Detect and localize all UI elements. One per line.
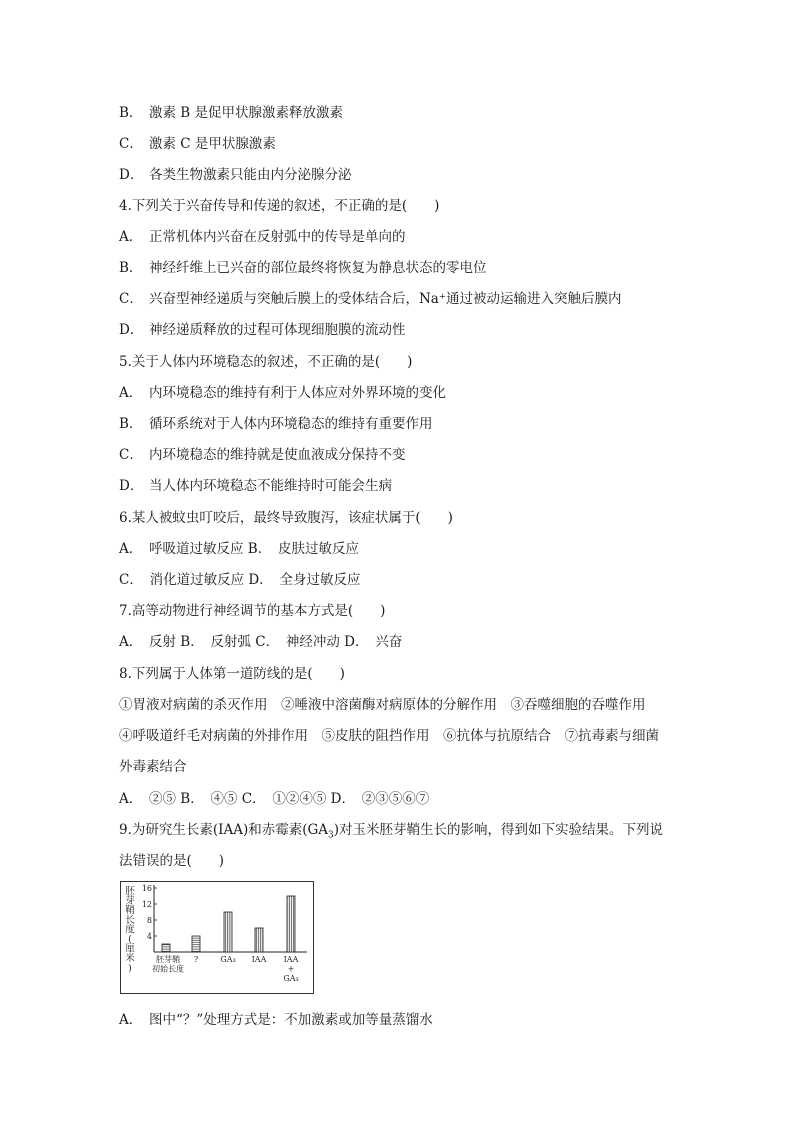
y-ticks: [142, 884, 157, 941]
option-label: B．: [119, 260, 143, 276]
q9-stem-pre: 9.为研究生长素(IAA)和赤霉素(GA: [119, 822, 329, 838]
y-axis-label-char: ): [128, 962, 132, 974]
bar: [287, 896, 295, 952]
option-label: D．: [119, 167, 144, 183]
q6-options-line1: A． 呼吸道过敏反应 B． 皮肤过敏反应: [119, 541, 359, 557]
bars: [162, 896, 295, 952]
q8-items-line1: ①胃液对病菌的杀灭作用 ②唾液中溶菌酶对病原体的分解作用 ③吞噬细胞的吞噬作用: [119, 697, 646, 713]
q8-items-line3: 外毒素结合: [119, 759, 187, 775]
x-tick-label: IAA: [251, 955, 267, 964]
q4-option-b: [119, 259, 487, 277]
bar-chart-figure: [120, 881, 314, 994]
option-label: B．: [119, 416, 143, 432]
option-text: 内环境稳态的维持有利于人体应对外界环境的变化: [149, 385, 446, 401]
y-tick-label: 4: [146, 932, 152, 941]
option-text: 神经纤维上已兴奋的部位最终将恢复为静息状态的零电位: [149, 260, 487, 276]
option-text: 兴奋型神经递质与突触后膜上的受体结合后，Na⁺通过被动运输进入突触后膜内: [149, 291, 622, 307]
y-axis-label-char: 鞘: [125, 905, 135, 917]
q3-option-d: [119, 166, 352, 184]
option-label: C．: [119, 136, 143, 152]
q9-option-a: A． 图中“？”处理方式是：不加激素或加等量蒸馏水: [119, 1012, 433, 1028]
option-label: C．: [119, 291, 143, 307]
x-tick-label: GA₃: [283, 974, 299, 983]
y-axis-label-char: 厘: [125, 943, 135, 955]
option-text: 内环境稳态的维持就是使血液成分保持不变: [149, 447, 406, 463]
y-axis-label-char: 长: [125, 914, 135, 926]
x-tick-label: 胚芽鞘: [156, 955, 180, 964]
q3-option-b: [119, 104, 343, 122]
bar: [162, 944, 170, 952]
option-text: 正常机体内兴奋在反射弧中的传导是单向的: [149, 229, 406, 245]
q6-options-line2: C． 消化道过敏反应 D． 全身过敏反应: [119, 572, 361, 588]
option-text: 神经递质释放的过程可体现细胞膜的流动性: [149, 322, 406, 338]
x-tick-label: +: [287, 964, 295, 974]
q4-option-a: [119, 228, 406, 246]
q7-options: A． 反射 B． 反射弧 C． 神经冲动 D． 兴奋: [119, 634, 403, 650]
option-label: D．: [119, 322, 144, 338]
bar: [255, 928, 263, 952]
q6-stem: 6.某人被蚊虫叮咬后，最终导致腹泻，该症状属于( ): [119, 510, 453, 526]
x-ticks: [152, 954, 299, 983]
q8-options: A． ②⑤ B． ④⑤ C． ①②④⑤ D． ②③⑤⑥⑦: [119, 791, 430, 807]
option-text: 各类生物激素只能由内分泌腺分泌: [149, 167, 352, 183]
y-axis-label-char: 胚: [125, 886, 135, 897]
bar: [192, 936, 200, 952]
option-label: A．: [119, 229, 143, 245]
q4-option-c: [119, 290, 622, 308]
q5-option-b: [119, 415, 433, 433]
q8-stem: 8.下列属于人体第一道防线的是( ): [119, 666, 345, 682]
q8-items-line2: ④呼吸道纤毛对病菌的外排作用 ⑤皮肤的阻挡作用 ⑥抗体与抗原结合 ⑦抗毒素与细菌: [119, 728, 659, 744]
q5-option-a: [119, 384, 446, 402]
option-label: A．: [119, 385, 143, 401]
q9-stem-subscript: 3: [328, 830, 334, 841]
option-text: 当人体内环境稳态不能维持时可能会生病: [149, 478, 392, 494]
y-tick-label: 8: [146, 916, 152, 925]
y-axis-label-char: (: [128, 934, 132, 945]
bar-chart: [121, 882, 312, 992]
option-text: 激素 B 是促甲状腺激素释放激素: [149, 105, 344, 121]
option-label: B．: [119, 105, 143, 121]
q4-option-d: [119, 321, 406, 339]
y-axis-label-char: 米: [125, 953, 135, 965]
y-axis-label-char: 芽: [125, 895, 135, 907]
x-tick-label: IAA: [283, 955, 299, 964]
q3-option-c: [119, 135, 276, 153]
x-tick-label: 初始长度: [152, 964, 184, 974]
x-tick-label: GA₃: [220, 955, 236, 964]
q9-stem-line2: 法错误的是( ): [119, 853, 225, 869]
y-axis-label-char: 度: [125, 924, 135, 936]
bar: [224, 912, 232, 952]
y-tick-label: 16: [141, 884, 152, 893]
q4-stem: 4.下列关于兴奋传导和传递的叙述，不正确的是( ): [119, 198, 440, 214]
q9-stem-line1: [119, 821, 663, 845]
option-label: D．: [119, 478, 144, 494]
option-label: C．: [119, 447, 143, 463]
x-tick-label: ?: [193, 955, 199, 964]
q9-stem-post: )对玉米胚芽鞘生长的影响，得到如下实验结果。下列说: [333, 822, 664, 838]
q5-stem: 5.关于人体内环境稳态的叙述，不正确的是( ): [119, 354, 413, 370]
y-axis-label: [125, 886, 135, 974]
y-tick-label: 12: [141, 900, 152, 909]
q7-stem: 7.高等动物进行神经调节的基本方式是( ): [119, 603, 386, 619]
option-text: 循环系统对于人体内环境稳态的维持有重要作用: [149, 416, 433, 432]
option-text: 激素 C 是甲状腺激素: [149, 136, 276, 152]
q5-option-d: [119, 477, 392, 495]
q5-option-c: [119, 446, 406, 464]
